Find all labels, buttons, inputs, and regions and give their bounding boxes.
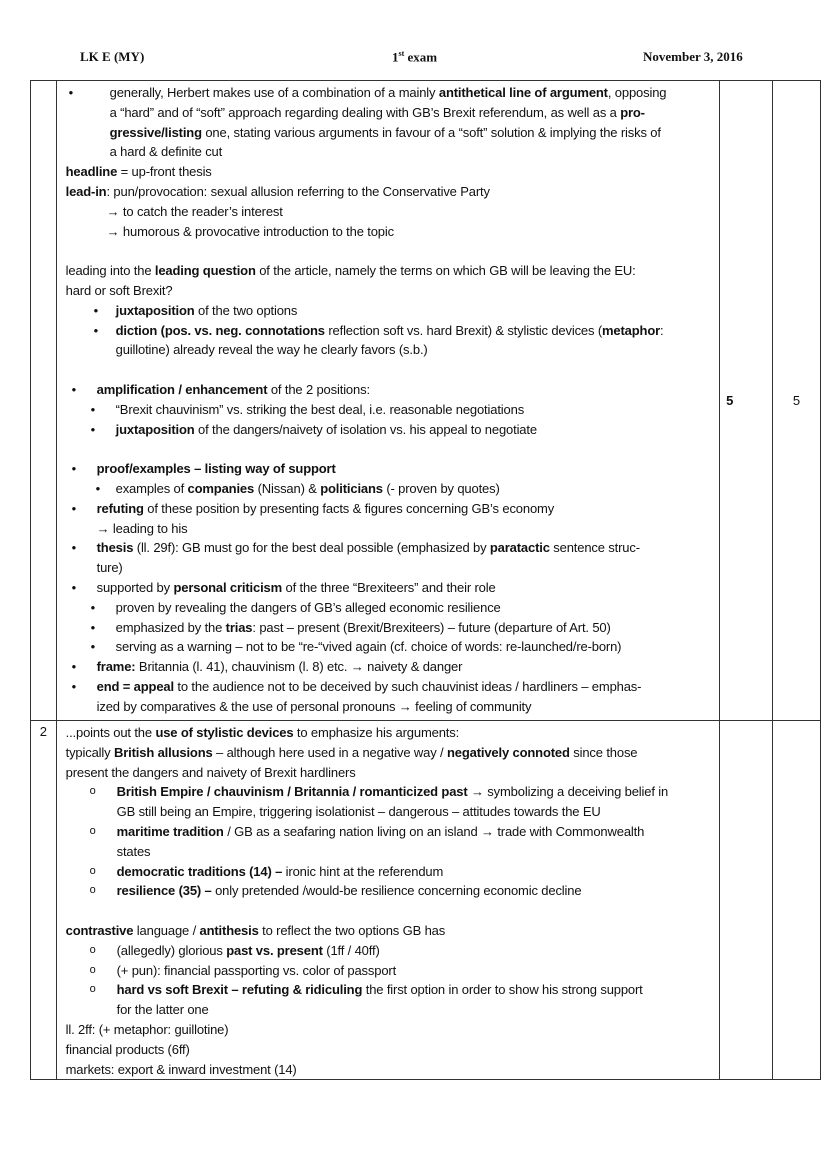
exam-text: exam xyxy=(404,49,438,65)
text: guillotine) already reveal the way he clearly favors (s.b.) xyxy=(115,342,428,358)
grading-table xyxy=(30,80,821,1080)
bullet-icon: • xyxy=(95,480,101,496)
blank-line xyxy=(66,901,713,921)
text-line xyxy=(66,281,713,301)
bullet-icon: • xyxy=(71,659,77,675)
text: = up-front thesis xyxy=(117,164,212,180)
text-line xyxy=(66,162,713,182)
text-line xyxy=(66,961,713,981)
bold-text: leading question xyxy=(154,263,256,279)
text: to reflect the two options GB has xyxy=(258,922,446,938)
text: generally, Herbert makes use of a combination of a mainly xyxy=(109,85,439,100)
text: (+ pun): financial passporting vs. color of passport xyxy=(116,962,397,978)
row-number xyxy=(31,81,57,721)
bullet-icon: • xyxy=(71,540,77,556)
bullet-icon: • xyxy=(71,461,77,477)
text: ture) xyxy=(96,560,123,576)
text: (allegedly) glorious xyxy=(116,942,227,958)
bullet-icon: • xyxy=(71,381,77,397)
score-achieved-value: 5 xyxy=(726,393,734,408)
circle-bullet-icon: o xyxy=(89,983,96,996)
text-line xyxy=(66,578,713,598)
blank-line xyxy=(66,241,713,261)
text-line xyxy=(66,182,713,202)
text-line xyxy=(66,941,713,961)
text-line xyxy=(66,743,713,763)
text: reflection soft vs. hard Brexit) & stylistic devices ( xyxy=(324,322,603,338)
circle-bullet-icon: o xyxy=(89,785,96,798)
text: language / xyxy=(133,922,200,938)
text-line xyxy=(66,1040,713,1060)
text: serving as a warning – not to be “re-“vived again (cf. choice of words: re-launched/re-born) xyxy=(115,639,622,655)
text: examples of xyxy=(115,480,188,496)
bullet-icon: • xyxy=(90,619,96,635)
row-content xyxy=(56,721,719,1080)
text: markets: export & inward investment (14) xyxy=(65,1061,297,1077)
bold-text: pro- xyxy=(620,104,645,120)
circle-bullet-icon: o xyxy=(89,943,96,956)
bold-text: contrastive xyxy=(65,922,134,938)
circle-bullet-icon: o xyxy=(89,963,96,976)
bullet-icon: • xyxy=(71,678,77,694)
text: a hard & definite cut xyxy=(109,144,223,160)
bold-text: democratic traditions (14) – xyxy=(116,863,283,879)
text-line xyxy=(66,479,713,499)
text: : xyxy=(660,322,664,338)
text: supported by xyxy=(96,579,174,595)
circle-bullet-icon: o xyxy=(89,824,96,837)
table-row xyxy=(31,81,821,721)
text-line xyxy=(66,499,713,519)
score-achieved xyxy=(720,721,773,1080)
text-line xyxy=(66,822,713,842)
text: of the 2 positions: xyxy=(267,381,370,397)
exam-number: 1 xyxy=(392,49,399,65)
text: of the three “Brexiteers” and their role xyxy=(282,579,496,595)
text: “Brexit chauvinism” vs. striking the best deal, i.e. reasonable negotiations xyxy=(115,401,525,417)
text-line xyxy=(66,459,713,479)
bold-text: resilience (35) – xyxy=(116,883,212,899)
text: ironic hint at the referendum xyxy=(282,863,444,879)
bold-text: proof/examples – listing way of support xyxy=(96,461,336,477)
text: sentence struc- xyxy=(549,540,640,556)
text-line xyxy=(66,862,713,882)
bullet-icon: • xyxy=(68,85,74,100)
bullet-icon: • xyxy=(90,421,96,437)
blank-line xyxy=(66,360,713,380)
bullet-icon: • xyxy=(71,500,77,516)
text: a “hard” and of “soft” approach regarding dealing with GB’s Brexit referendum, as well as a xyxy=(109,104,621,120)
text-line xyxy=(66,1000,713,1020)
text-line xyxy=(66,380,713,400)
text: leading into the xyxy=(65,263,155,279)
circle-bullet-icon: o xyxy=(89,864,96,877)
bold-text: frame: xyxy=(96,659,136,675)
text: of the article, namely the terms on which GB will be leaving the EU: xyxy=(255,263,636,279)
bold-text: juxtaposition xyxy=(115,421,195,437)
bullet-icon: • xyxy=(93,322,99,338)
bullet-icon: • xyxy=(90,401,96,417)
text: (- proven by quotes) xyxy=(382,480,500,496)
text-line xyxy=(66,123,713,143)
text: : past – present (Brexit/Brexiteers) – future (departure of Art. 50) xyxy=(252,619,611,635)
bold-text: negatively connoted xyxy=(446,744,570,760)
text-line xyxy=(66,637,713,657)
text: ll. 2ff: (+ metaphor: guillotine) xyxy=(65,1021,229,1037)
text: one, stating various arguments in favour of a “soft” solution & implying the risks of xyxy=(201,124,661,140)
text: : pun/provocation: sexual allusion referring to the Conservative Party xyxy=(106,183,490,199)
text-line xyxy=(66,321,713,341)
exam-date: November 3, 2016 xyxy=(643,49,743,64)
exam-ordinal: st xyxy=(398,49,405,58)
text: states xyxy=(116,843,151,859)
text-line xyxy=(66,538,713,558)
bold-text: diction (pos. vs. neg. connotations xyxy=(115,322,325,338)
text: emphasized by the xyxy=(115,619,226,635)
text: for the latter one xyxy=(116,1002,209,1018)
text-line xyxy=(66,618,713,638)
bold-text: British allusions xyxy=(113,744,213,760)
bullet-icon: • xyxy=(71,579,77,595)
text-line xyxy=(66,598,713,618)
bold-text: gressive/listing xyxy=(109,124,202,140)
bold-text: maritime tradition xyxy=(116,823,224,839)
score-achieved xyxy=(720,81,773,721)
text-line xyxy=(66,301,713,321)
text-line xyxy=(66,519,713,539)
bullet-icon: • xyxy=(90,639,96,655)
text-line xyxy=(66,558,713,578)
text-line xyxy=(66,83,713,103)
row-number: 2 xyxy=(31,721,57,1080)
text-line xyxy=(66,400,713,420)
bold-text: politicians xyxy=(320,480,383,496)
bold-text: British Empire / chauvinism / Britannia / romanticized past xyxy=(116,784,468,800)
text: Britannia (l. 41), chauvinism (l. 8) etc. → naivety & danger xyxy=(135,659,463,675)
text: financial products (6ff) xyxy=(65,1041,190,1057)
text: typically xyxy=(65,744,114,760)
bold-text: antithetical line of argument xyxy=(438,85,608,100)
text: / GB as a seafaring nation living on an island → trade with Commonwealth xyxy=(223,823,645,839)
text: – although here used in a negative way / xyxy=(212,744,447,760)
text-line xyxy=(66,921,713,941)
bold-text: headline xyxy=(65,164,118,180)
text: only pretended /would-be resilience concerning economic decline xyxy=(211,883,582,899)
course-label: LK E (MY) xyxy=(80,49,145,64)
text-line xyxy=(66,802,713,822)
text: (Nissan) & xyxy=(254,480,321,496)
text: of these position by presenting facts & figures concerning GB’s economy xyxy=(143,500,555,516)
text-line xyxy=(66,1020,713,1040)
text: of the two options xyxy=(194,302,298,318)
text: to emphasize his arguments: xyxy=(293,725,460,740)
text-line xyxy=(66,420,713,440)
text-line xyxy=(66,202,713,222)
text-line xyxy=(66,763,713,783)
text-line xyxy=(66,677,713,697)
bold-text: hard vs soft Brexit – refuting & ridiculing xyxy=(116,982,363,998)
text: the first option in order to show his strong support xyxy=(362,982,643,998)
bold-text: lead-in xyxy=(65,183,107,199)
text: → humorous & provocative introduction to the topic xyxy=(106,223,394,239)
text-line xyxy=(66,1060,713,1080)
exam-label xyxy=(392,49,437,65)
text: (ll. 29f): GB must go for the best deal possible (emphasized by xyxy=(133,540,490,556)
score-max: 5 xyxy=(773,81,821,721)
text: ...points out the xyxy=(65,725,156,740)
blank-line xyxy=(66,439,713,459)
bold-text: paratactic xyxy=(489,540,550,556)
bold-text: amplification / enhancement xyxy=(96,381,268,397)
text-line xyxy=(66,782,713,802)
bold-text: thesis xyxy=(96,540,134,556)
text-line xyxy=(66,723,713,743)
text-line xyxy=(66,881,713,901)
bold-text: personal criticism xyxy=(173,579,283,595)
circle-bullet-icon: o xyxy=(89,884,96,897)
bold-text: end = appeal xyxy=(96,678,174,694)
text-line xyxy=(66,103,713,123)
bold-text: use of stylistic devices xyxy=(155,725,294,740)
text: since those xyxy=(569,744,638,760)
text-line xyxy=(66,980,713,1000)
text-line xyxy=(66,222,713,242)
text-line xyxy=(66,340,713,360)
bold-text: refuting xyxy=(96,500,144,516)
text: , opposing xyxy=(607,85,667,100)
bold-text: trias xyxy=(225,619,253,635)
text-line xyxy=(66,657,713,677)
bullet-icon: • xyxy=(93,302,99,318)
text: ized by comparatives & the use of personal pronouns → feeling of community xyxy=(96,698,532,714)
text: → leading to his xyxy=(96,520,188,536)
text: → to catch the reader’s interest xyxy=(106,203,283,219)
bold-text: metaphor xyxy=(602,322,661,338)
table-row xyxy=(31,721,821,1080)
text-line xyxy=(66,142,713,162)
text: present the dangers and naivety of Brexit hardliners xyxy=(65,764,356,780)
bold-text: antithesis xyxy=(199,922,259,938)
text: proven by revealing the dangers of GB’s alleged economic resilience xyxy=(115,599,501,615)
text: GB still being an Empire, triggering isolationist – dangerous – attitudes towards the EU xyxy=(116,804,601,820)
row-content xyxy=(56,81,719,721)
bold-text: past vs. present xyxy=(226,942,323,958)
bullet-icon: • xyxy=(90,599,96,615)
text: → symbolizing a deceiving belief in xyxy=(467,784,669,800)
score-max xyxy=(773,721,821,1080)
text: to the audience not to be deceived by such chauvinist ideas / hardliners – emphas- xyxy=(173,678,642,694)
text: hard or soft Brexit? xyxy=(65,282,173,298)
text-line xyxy=(66,261,713,281)
text: of the dangers/naivety of isolation vs. his appeal to negotiate xyxy=(194,421,537,437)
text-line xyxy=(66,697,713,717)
text-line xyxy=(66,842,713,862)
bold-text: juxtaposition xyxy=(115,302,195,318)
text: (1ff / 40ff) xyxy=(322,942,380,958)
bold-text: companies xyxy=(187,480,255,496)
